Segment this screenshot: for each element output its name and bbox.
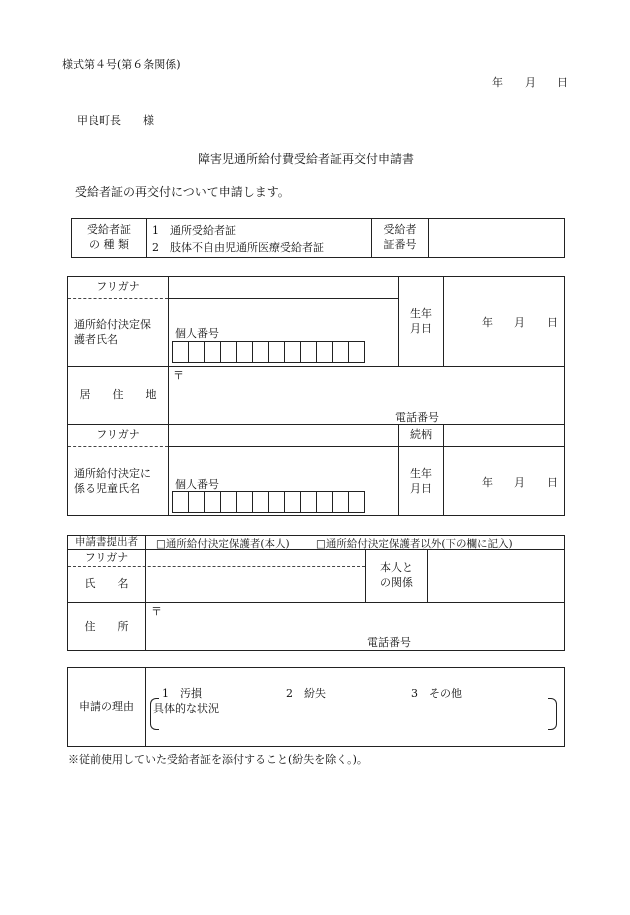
residence-phone-label: 電話番号 xyxy=(395,411,439,424)
guardian-furigana-label: フリガナ xyxy=(96,280,140,294)
guardian-birth-year: 年 xyxy=(482,316,493,329)
submitter-furigana-field[interactable] xyxy=(146,550,364,566)
submitter-name-label: 氏 名 xyxy=(84,577,129,591)
addressee: 甲良町長 様 xyxy=(77,114,154,127)
certificate-type-label: 受給者証 の 種 類 xyxy=(87,223,131,251)
submitter-phone-label: 電話番号 xyxy=(367,636,411,649)
reason-detail-label: 具体的な状況 xyxy=(153,702,219,715)
submitter-option-other[interactable]: □通所給付決定保護者以外(下の欄に記入) xyxy=(316,538,513,550)
date-month-label: 月 xyxy=(525,76,536,89)
submitter-postal-mark: 〒 xyxy=(151,605,162,618)
guardian-name-label: 通所給付決定保 護者氏名 xyxy=(74,317,151,346)
reason-option-soiled[interactable]: 1 汚損 xyxy=(162,687,202,700)
residence-label: 居 住 地 xyxy=(79,388,157,402)
submitter-address-field[interactable] xyxy=(146,616,564,634)
relation-field[interactable] xyxy=(444,425,564,446)
child-birth-label: 生年 月日 xyxy=(410,466,432,495)
submitter-address-label: 住 所 xyxy=(84,619,129,633)
child-furigana-label: フリガナ xyxy=(96,428,140,442)
certificate-number-field[interactable] xyxy=(430,220,563,256)
submitter-relation-label: 本人と の関係 xyxy=(380,561,413,589)
submitter-option-self[interactable]: □通所給付決定保護者(本人) xyxy=(156,538,290,550)
date-day-label: 日 xyxy=(557,76,568,89)
certificate-option-1[interactable]: 1 通所受給者証 xyxy=(152,224,236,237)
child-individual-number-boxes[interactable] xyxy=(172,491,365,513)
guardian-birth-label: 生年 月日 xyxy=(410,306,432,335)
child-birth-month: 月 xyxy=(514,476,525,489)
certificate-number-label: 受給者 証番号 xyxy=(383,223,417,251)
certificate-option-2[interactable]: 2 肢体不自由児通所医療受給者証 xyxy=(152,241,324,254)
child-individual-number-label: 個人番号 xyxy=(175,478,219,491)
date-year-label: 年 xyxy=(492,76,503,89)
residence-postal-mark: 〒 xyxy=(173,369,184,382)
child-furigana-field[interactable] xyxy=(169,425,397,446)
submitter-relation-field[interactable] xyxy=(428,550,564,602)
form-number: 様式第４号(第６条関係) xyxy=(62,58,181,71)
detail-right-bracket xyxy=(548,698,557,730)
form-title: 障害児通所給付費受給者証再交付申請書 xyxy=(198,152,415,166)
child-birth-year: 年 xyxy=(482,476,493,489)
guardian-individual-number-boxes[interactable] xyxy=(172,341,365,363)
submitter-label: 申請書提出者 xyxy=(75,536,138,549)
child-birth-day: 日 xyxy=(547,476,558,489)
guardian-birth-day: 日 xyxy=(547,316,558,329)
guardian-individual-number-label: 個人番号 xyxy=(175,327,219,340)
relation-label: 続柄 xyxy=(410,428,432,442)
guardian-furigana-field[interactable] xyxy=(169,277,397,298)
submitter-furigana-label: フリガナ xyxy=(84,550,129,564)
attachment-note: ※従前使用していた受給者証を添付すること(紛失を除く。)。 xyxy=(68,753,368,766)
submitter-name-field[interactable] xyxy=(146,567,364,602)
residence-field[interactable] xyxy=(169,380,564,408)
reason-option-other[interactable]: 3 その他 xyxy=(411,687,462,700)
intro-text: 受給者証の再交付について申請します。 xyxy=(75,185,290,199)
reason-detail-field[interactable] xyxy=(160,713,545,729)
reason-option-lost[interactable]: 2 紛失 xyxy=(286,687,326,700)
guardian-birth-month: 月 xyxy=(514,316,525,329)
reason-label: 申請の理由 xyxy=(79,699,134,713)
child-name-label: 通所給付決定に 係る児童氏名 xyxy=(74,466,151,495)
